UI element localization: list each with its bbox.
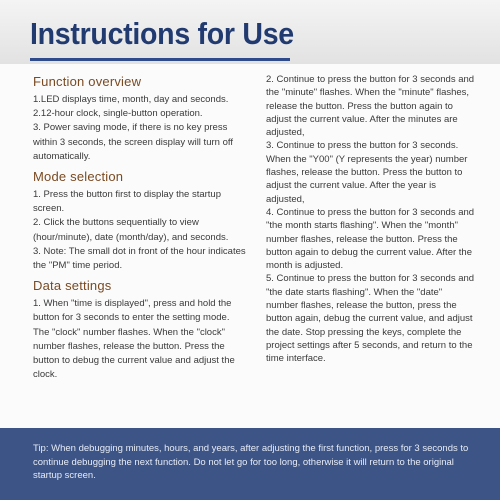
data-settings-step: 5. Continue to press the button for 3 seconds and "the date starts flashing". When the "date" number flashes, release the button, press the button again, debug the current value, and adjust the date. Stop pressing the keys, complete the project settings after 5 seconds, and return to the time interface. <box>266 273 475 365</box>
page-title: Instructions for Use <box>30 16 294 51</box>
data-settings-step: 2. Continue to press the button for 3 seconds and the "minute" flashes. When the "minute" flashes, release the button. Press the button again to adjust the current value. After the minutes are adjusted, <box>266 74 475 139</box>
mode-selection-item: 2. Click the buttons sequentially to view (hour/minute), date (month/day), and seconds. <box>33 217 229 243</box>
function-overview-item: 1.LED displays time, month, day and seconds. <box>33 94 229 105</box>
mode-selection-item: 1. Press the button first to display the startup screen. <box>33 189 221 215</box>
data-settings-step: 4. Continue to press the button for 3 seconds and "the month starts flashing". When the "month" number flashes, release the button. Press the button again to debug the current value. After the month is adjusted. <box>266 206 475 272</box>
function-overview-item: 2.12-hour clock, single-button operation. <box>33 108 203 120</box>
left-column <box>33 73 248 382</box>
right-column <box>266 73 476 366</box>
section-heading-data-settings: Data settings <box>33 278 112 294</box>
data-settings-item: 1. When "time is displayed", press and hold the button for 3 seconds to enter the setting mode. The "clock" number flashes. When the "clock" number flashes, release the button. Press the button to debug the current value and adjust the clock. <box>33 298 235 381</box>
section-heading-mode-selection: Mode selection <box>33 169 124 185</box>
section-heading-function-overview: Function overview <box>33 74 142 89</box>
title-underline <box>30 58 290 61</box>
mode-selection-item: 3. Note: The small dot in front of the hour indicates the "PM" time period. <box>33 245 246 272</box>
data-settings-step: 3. Continue to press the button for 3 seconds. When the "Y00" (Y represents the year) number flashes, release the button. Press the button to adjust the current value. After the year is adjusted, <box>266 140 468 205</box>
tip-text: Tip: When debugging minutes, hours, and years, after adjusting the first function, press for 3 seconds to continue debugging the next function. Do not let go for too long, otherwise it will return to the original startup screen. <box>33 443 469 482</box>
function-overview-item: 3. Power saving mode, if there is no key press within 3 seconds, the screen display will turn off automatically. <box>33 122 233 162</box>
